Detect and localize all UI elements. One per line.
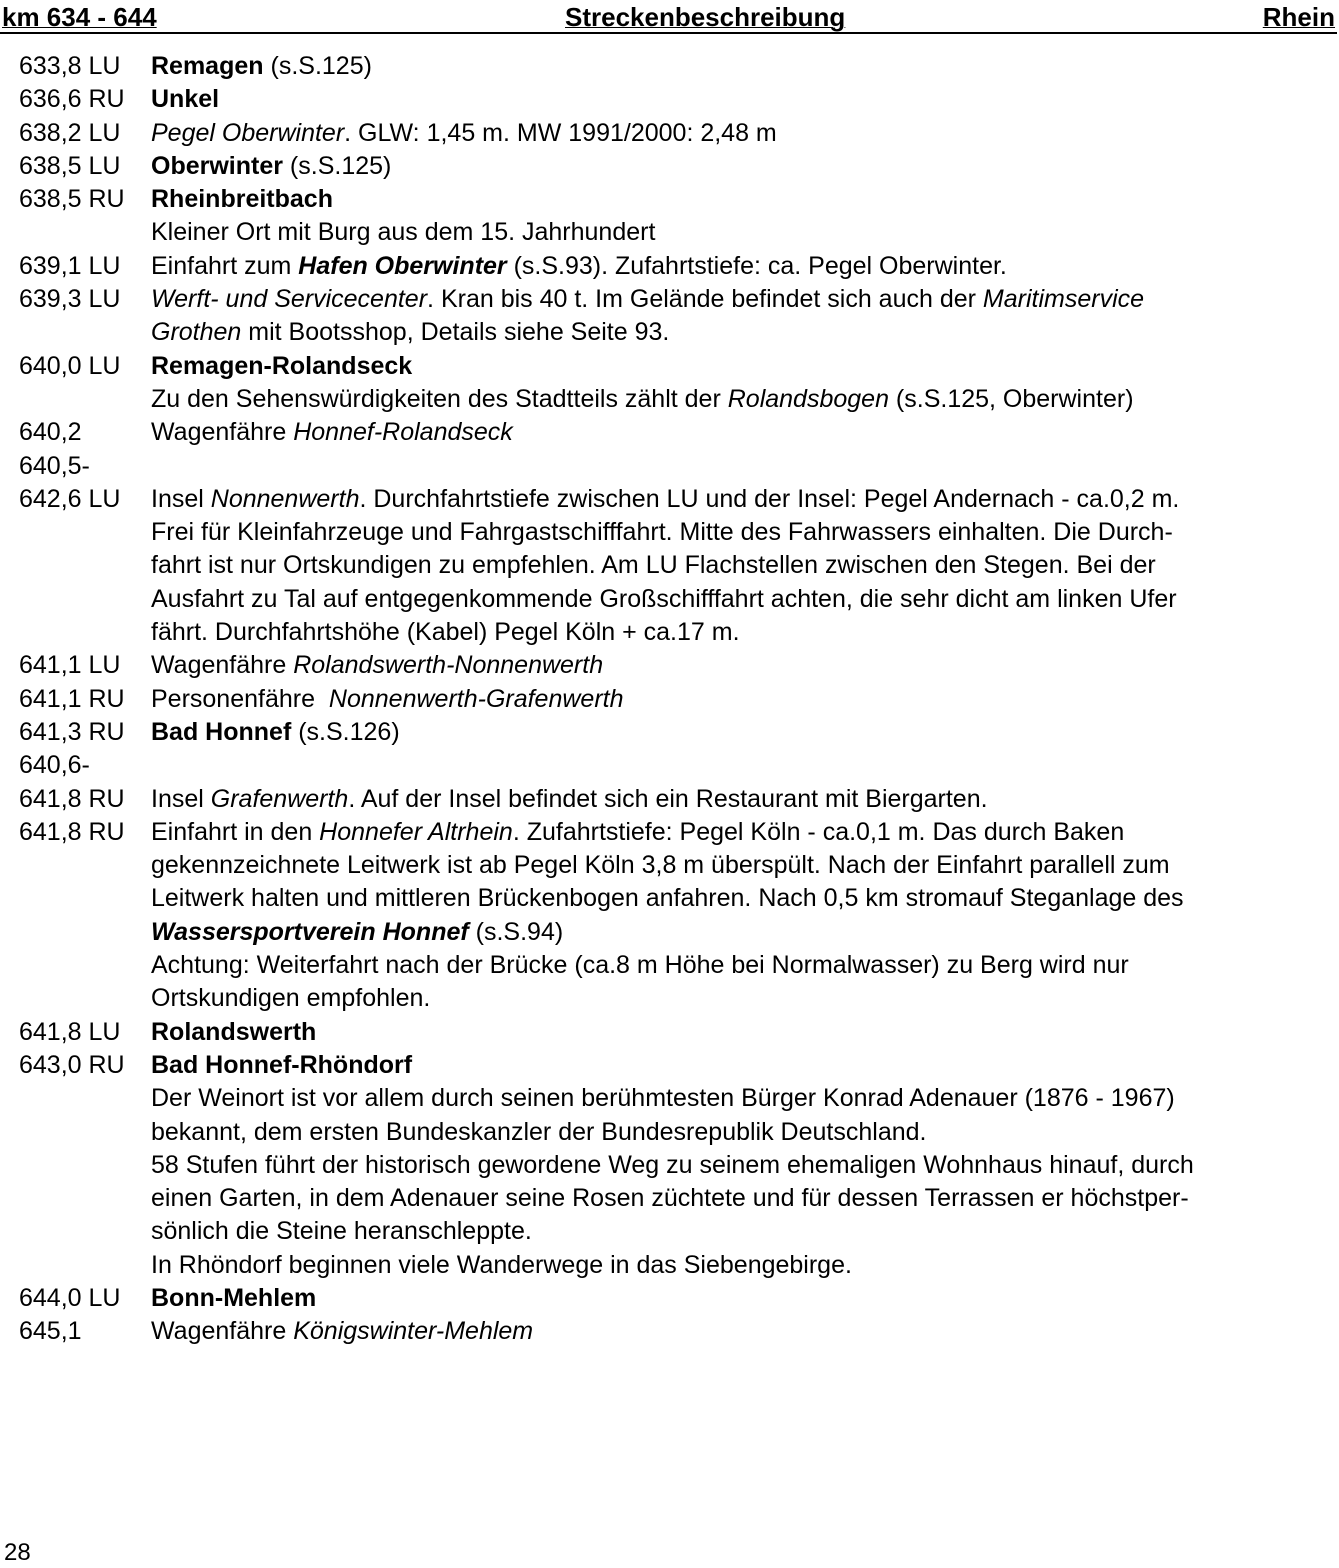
page-ref: (s.S.126)	[291, 717, 400, 746]
entry-text: sönlich die Steine heranschleppte.	[151, 1217, 532, 1246]
entry-text: Leitwerk halten und mittleren Brückenbogen anfahren. Nach 0,5 km stromauf Steganlage des	[151, 884, 1184, 913]
entry-text: bekannt, dem ersten Bundeskanzler der Bundesrepublik Deutschland.	[151, 1117, 927, 1146]
ferry-route: Honnef-Rolandseck	[293, 418, 513, 447]
entry-bonn-mehlem	[0, 1282, 1339, 1315]
club-name: Wassersportverein Honnef	[151, 917, 469, 946]
entry-km: 644,0 LU	[19, 1283, 121, 1312]
service-name: Grothen	[151, 318, 242, 347]
place-name: Remagen	[151, 52, 264, 80]
place-name: Oberwinter	[151, 151, 283, 180]
place-name: Remagen-Rolandseck	[151, 351, 413, 380]
entry-text: (s.S.125, Oberwinter)	[888, 384, 1134, 413]
entry-km: 638,5 RU	[19, 185, 125, 214]
harbor-name: Hafen Oberwinter	[298, 251, 507, 280]
entry-text: 58 Stufen führt der historisch gewordene Weg zu seinem ehemaligen Wohnhaus hinauf, durch	[151, 1150, 1194, 1179]
island-name: Nonnenwerth	[210, 484, 360, 513]
entry-km-start	[0, 450, 1339, 483]
entry-km: 641,8 RU	[19, 817, 125, 846]
entry-honnefer-altrhein	[0, 816, 1339, 1016]
entry-text: . Zufahrtstiefe: Pegel Köln - ca.0,1 m. Das durch Baken	[512, 817, 1125, 846]
entry-text: Einfahrt zum	[151, 251, 299, 280]
entry-rolandswerth	[0, 1016, 1339, 1049]
entry-km: 641,8 LU	[19, 1017, 121, 1046]
entry-werft	[0, 283, 1339, 350]
entry-text: In Rhöndorf beginnen viele Wanderwege in das Siebengebirge.	[151, 1250, 852, 1279]
entry-text: (s.S.93). Zufahrtstiefe: ca. Pegel Oberwinter.	[506, 251, 1007, 280]
sight-name: Rolandsbogen	[727, 384, 889, 413]
entry-km: 640,5-	[19, 451, 90, 480]
entry-text: mit Bootsshop, Details siehe Seite 93.	[241, 318, 670, 347]
place-name: Bonn-Mehlem	[151, 1283, 317, 1312]
facility-name: Werft- und Servicecenter	[151, 285, 428, 314]
entry-text: Frei für Kleinfahrzeuge und Fahrgastschifffahrt. Mitte des Fahrwassers einhalten. Die Durch-	[151, 518, 1173, 547]
entry-km: 640,0 LU	[19, 351, 121, 380]
place-name: Bad Honnef-Rhöndorf	[151, 1050, 413, 1079]
header-river: Rhein	[1262, 2, 1335, 32]
entry-km: 633,8 LU	[19, 52, 121, 80]
entry-text: fährt. Durchfahrtshöhe (Kabel) Pegel Köln + ca.17 m.	[151, 618, 740, 647]
entry-km: 643,0 RU	[19, 1050, 125, 1079]
entry-hafen-oberwinter	[0, 250, 1339, 283]
waterway-name: Honnefer Altrhein	[319, 817, 513, 846]
entry-km: 640,2	[19, 418, 82, 447]
entry-rheinbreitbach	[0, 183, 1339, 250]
entry-bad-honnef	[0, 716, 1339, 749]
entry-text: . Durchfahrtstiefe zwischen LU und der Insel: Pegel Andernach - ca.0,2 m.	[359, 484, 1180, 513]
entry-km: 641,8 RU	[19, 784, 125, 813]
entry-km: 645,1	[19, 1317, 82, 1346]
entry-insel-grafenwerth	[0, 783, 1339, 816]
entry-oberwinter	[0, 150, 1339, 183]
place-name: Rolandswerth	[151, 1017, 317, 1046]
entry-km: 641,1 LU	[19, 651, 121, 680]
entry-km: 636,6 RU	[19, 85, 125, 114]
place-name: Rheinbreitbach	[151, 185, 333, 214]
entry-text: Der Weinort ist vor allem durch seinen berühmtesten Bürger Konrad Adenauer (1876 - 1967)	[151, 1084, 1175, 1113]
entry-km: 641,1 RU	[19, 684, 125, 713]
header-km-range: km 634 - 644	[2, 2, 157, 32]
entry-rhoendorf	[0, 1049, 1339, 1282]
entry-km: 638,2 LU	[19, 118, 121, 147]
entry-km: 641,3 RU	[19, 717, 125, 746]
header-section-title: Streckenbeschreibung	[565, 2, 846, 32]
entry-text: Kleiner Ort mit Burg aus dem 15. Jahrhundert	[151, 218, 656, 247]
entry-km: 638,5 LU	[19, 151, 121, 180]
entry-text: . GLW: 1,45 m. MW 1991/2000: 2,48 m	[344, 118, 777, 147]
entry-text: . Kran bis 40 t. Im Gelände befindet sich auch der	[427, 285, 983, 314]
page-header	[0, 2, 1337, 34]
entry-ferry-koenigswinter	[0, 1315, 1339, 1348]
entry-text: Wagenfähre	[151, 651, 294, 680]
warning-text: Ortskundigen empfohlen.	[151, 984, 431, 1013]
page-number: 28	[4, 1539, 31, 1566]
entry-passenger-ferry	[0, 683, 1339, 716]
ferry-route: Nonnenwerth-Grafenwerth	[328, 684, 624, 713]
entry-text: Wagenfähre	[151, 1317, 294, 1346]
entry-unkel	[0, 83, 1339, 116]
entry-remagen-rolandseck	[0, 350, 1339, 417]
entry-km-start	[0, 749, 1339, 782]
ferry-route: Königswinter-Mehlem	[293, 1317, 534, 1346]
entry-ferry-honnef-rolandseck	[0, 416, 1339, 449]
entry-km: 640,6-	[19, 751, 90, 780]
entry-text: Wagenfähre	[151, 418, 294, 447]
place-name: Bad Honnef	[151, 717, 292, 746]
entry-text: einen Garten, in dem Adenauer seine Rosen züchtete und für dessen Terrassen er höchstper-	[151, 1184, 1189, 1213]
entry-km: 639,1 LU	[19, 251, 121, 280]
entry-insel-nonnenwerth	[0, 483, 1339, 649]
page-ref: (s.S.125)	[282, 151, 392, 180]
gauge-name: Pegel Oberwinter	[151, 118, 345, 147]
entry-ferry-rolandswerth	[0, 649, 1339, 682]
entry-km: 639,3 LU	[19, 285, 121, 314]
entry-pegel-oberwinter	[0, 117, 1339, 150]
ferry-route: Rolandswerth-Nonnenwerth	[293, 651, 604, 680]
entry-text: Ausfahrt zu Tal auf entgegenkommende Großschifffahrt achten, die sehr dicht am linken Ufer	[151, 584, 1177, 613]
entry-text: fahrt ist nur Ortskundigen zu empfehlen. Am LU Flachstellen zwischen den Stegen. Bei der	[151, 551, 1156, 580]
route-description	[0, 50, 1339, 1349]
entry-text: Insel	[151, 484, 211, 513]
entry-text: Zu den Sehenswürdigkeiten des Stadtteils zählt der	[151, 384, 728, 413]
entry-text: gekennzeichnete Leitwerk ist ab Pegel Köln 3,8 m überspült. Nach der Einfahrt parallell zum	[151, 851, 1170, 880]
entry-text: Insel	[151, 784, 211, 813]
entry-text: Einfahrt in den	[151, 817, 320, 846]
place-name: Unkel	[151, 85, 220, 114]
entry-remagen	[0, 50, 1339, 83]
page-ref: (s.S.94)	[468, 917, 564, 946]
entry-text: . Auf der Insel befindet sich ein Restaurant mit Biergarten.	[348, 784, 988, 813]
warning-text: Achtung: Weiterfahrt nach der Brücke (ca.8 m Höhe bei Normalwasser) zu Berg wird nur	[151, 951, 1129, 980]
entry-text: Personenfähre	[151, 684, 329, 713]
service-name: Maritimservice	[982, 285, 1145, 314]
island-name: Grafenwerth	[210, 784, 349, 813]
entry-km: 642,6 LU	[19, 484, 121, 513]
page-ref: (s.S.125)	[263, 52, 372, 80]
